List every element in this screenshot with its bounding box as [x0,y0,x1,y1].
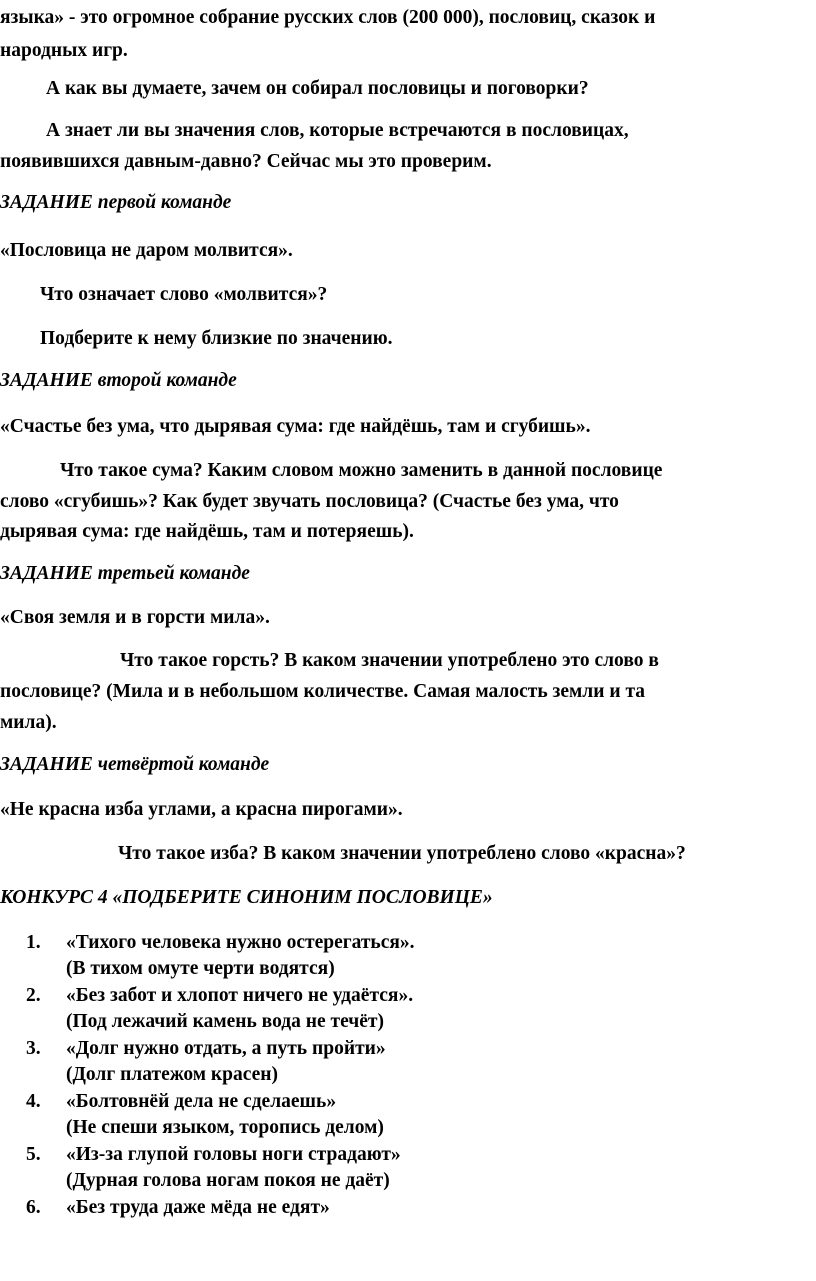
list-item-number: 1. [26,932,41,953]
list-item-answer: (Под лежачий камень вода не течёт) [66,1011,384,1032]
task-2-proverb: «Счастье без ума, что дырявая сума: где найдёшь, там и сгубишь». [0,416,591,437]
question-why-proverbs: А как вы думаете, зачем он собирал пословицы и поговорки? [46,78,589,99]
task-2-heading: ЗАДАНИЕ второй команде [0,370,237,391]
task-1-heading: ЗАДАНИЕ первой команде [0,192,232,213]
list-item [26,1195,330,1221]
list-item-number: 4. [26,1091,41,1112]
task-2-question-line-1: Что такое сума? Каким словом можно заменить в данной пословице [60,460,663,481]
list-item [26,1036,386,1062]
task-1-question-1: Что означает слово «молвится»? [40,284,328,305]
list-item-answer: (Долг платежом красен) [66,1064,279,1085]
intro-line-2: народных игр. [0,40,128,61]
task-3-question-line-2: пословице? (Мила и в небольшом количестве. Самая малость земли и та [0,681,646,702]
question-meanings-line-1: А знает ли вы значения слов, которые встречаются в пословицах, [46,120,629,141]
task-3-question-line-1: Что такое горсть? В каком значении употреблено это слово в [120,650,659,671]
task-1-proverb: «Пословица не даром молвится». [0,240,293,261]
task-2-question-line-3: дырявая сума: где найдёшь, там и потеряешь). [0,521,414,542]
task-3-question-line-3: мила). [0,712,57,733]
question-meanings-line-2: появившихся давным-давно? Сейчас мы это проверим. [0,151,492,172]
task-4-heading: ЗАДАНИЕ четвёртой команде [0,754,270,775]
list-item-text: «Без забот и хлопот ничего не удаётся». [66,985,414,1006]
task-2-question-line-2: слово «сгубишь»? Как будет звучать пословица? (Счастье без ума, что [0,491,619,512]
list-item-text: «Долг нужно отдать, а путь пройти» [66,1038,386,1059]
task-3-heading: ЗАДАНИЕ третьей команде [0,563,250,584]
intro-line-1: языка» - это огромное собрание русских слов (200 000), пословиц, сказок и [0,7,656,28]
list-item [26,1142,401,1168]
task-1-question-2: Подберите к нему близкие по значению. [40,328,393,349]
list-item-text: «Без труда даже мёда не едят» [66,1197,330,1218]
list-item-number: 5. [26,1144,41,1165]
list-item-number: 6. [26,1197,41,1218]
list-item-answer: (Дурная голова ногам покоя не даёт) [66,1170,390,1191]
list-item [26,1089,336,1115]
list-item-number: 2. [26,985,41,1006]
task-4-proverb: «Не красна изба углами, а красна пирогами». [0,799,403,820]
list-item-answer: (В тихом омуте черти водятся) [66,958,335,979]
list-item-answer: (Не спеши языком, торопись делом) [66,1117,384,1138]
task-4-question: Что такое изба? В каком значении употреблено слово «красна»? [118,843,686,864]
list-item [26,983,413,1009]
contest-heading: КОНКУРС 4 «ПОДБЕРИТЕ СИНОНИМ ПОСЛОВИЦЕ» [0,887,493,908]
list-item-text: «Из-за глупой головы ноги страдают» [66,1144,401,1165]
list-item-text: «Тихого человека нужно остерегаться». [66,932,415,953]
task-3-proverb: «Своя земля и в горсти мила». [0,607,270,628]
list-item-text: «Болтовнёй дела не сделаешь» [66,1091,337,1112]
list-item [26,930,415,956]
list-item-number: 3. [26,1038,41,1059]
